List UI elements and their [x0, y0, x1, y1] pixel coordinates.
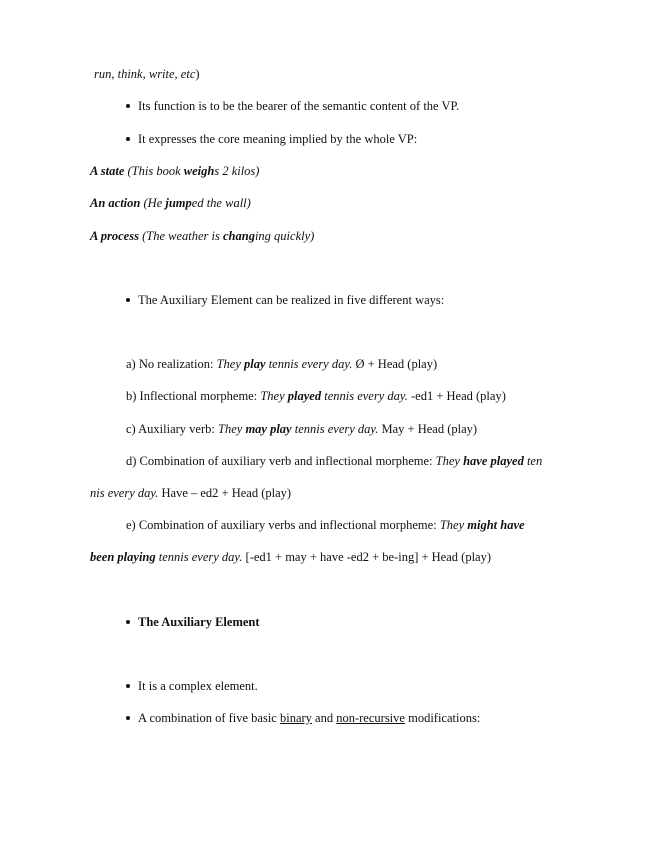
item-b: b) Inflectional morpheme: They played tennis every day. -ed1 + Head (play)	[126, 389, 506, 403]
bullet-complex: It is a complex element.	[138, 679, 258, 693]
item-e-continued: been playing tennis every day. [-ed1 + may + have -ed2 + be-ing] + Head (play)	[90, 550, 491, 564]
example-state: A state (This book weighs 2 kilos)	[90, 164, 260, 178]
bullet-function: Its function is to be the bearer of the semantic content of the VP.	[138, 99, 460, 113]
bullet-core-meaning: It expresses the core meaning implied by the whole VP:	[138, 132, 418, 146]
example-process: A process (The weather is changing quickly)	[90, 229, 315, 243]
item-c: c) Auxiliary verb: They may play tennis every day. May + Head (play)	[126, 422, 478, 436]
section-heading: The Auxiliary Element	[138, 615, 260, 629]
continued-line: run, think, write, etc)	[94, 67, 200, 81]
bullet-realized-ways: The Auxiliary Element can be realized in five different ways:	[138, 293, 445, 307]
item-a: a) No realization: They play tennis every day. Ø + Head (play)	[126, 357, 438, 371]
item-d: d) Combination of auxiliary verb and inflectional morpheme: They have played ten	[126, 454, 543, 468]
item-d-continued: nis every day. Have – ed2 + Head (play)	[90, 486, 292, 500]
bullet-combination: A combination of five basic binary and non-recursive modifications:	[138, 711, 481, 725]
item-e: e) Combination of auxiliary verbs and inflectional morpheme: They might have	[126, 518, 525, 532]
example-action: An action (He jumped the wall)	[90, 196, 251, 210]
